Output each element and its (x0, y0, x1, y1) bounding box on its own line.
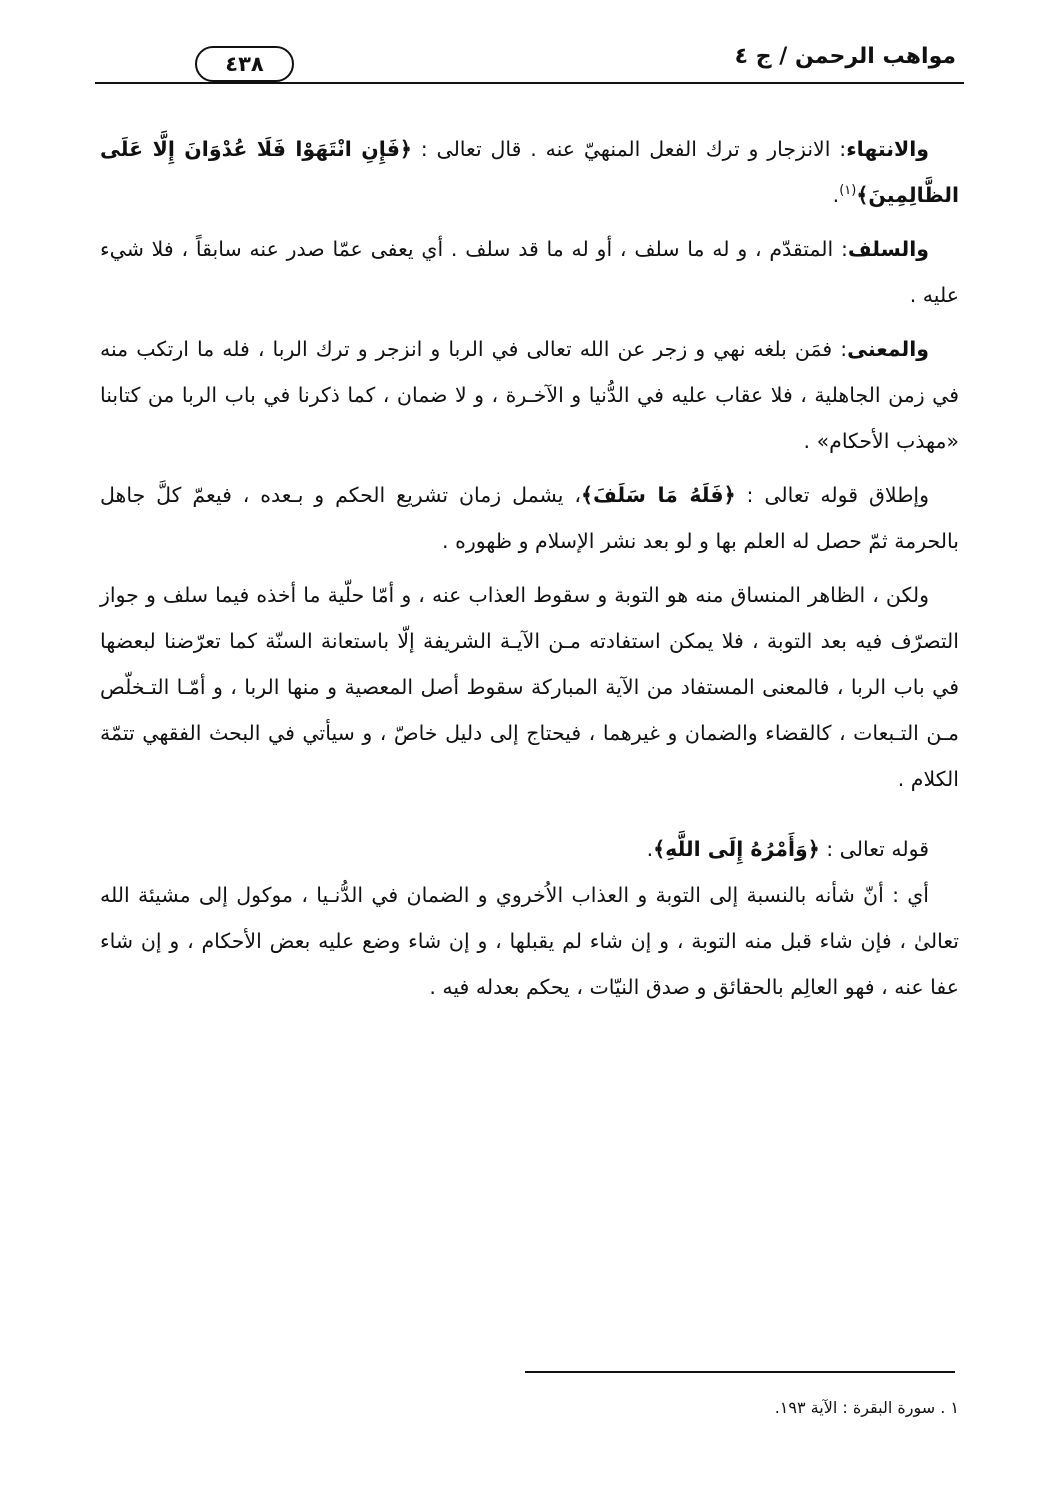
paragraph-text: ولكن ، الظاهر المنساق منه هو التوبة و سقوط العذاب عنه ، و أمّا حلّية ما أخذه فيما سلف و جواز التصرّف فيه بعد التوبة ، فلا يمكن استفادته مـن الآيـة الشريفة إلّا باستعانة السنّة كما تعرّضنا لبعضها في باب الربا ، فالمعنى المستفاد من الآية المباركة سقوط أصل المعصية و منها الربا ، و أمّـا التـخلّص مـن التـبعات ، كالقضاء والضمان و غيرهما ، فيحتاج إلى دليل خاصّ ، و سيأتي في البحث الفقهي تتمّة الكلام . (100, 583, 959, 791)
paragraph-however (100, 572, 959, 802)
paragraph-explanation (100, 872, 959, 1010)
quran-verse: ﴿وَأَمْرُهُ إِلَى اللَّهِ﴾ (653, 837, 820, 861)
header-divider (95, 82, 964, 84)
paragraph-salaf (100, 226, 959, 318)
footnotes (100, 1396, 959, 1420)
paragraph-text: . (646, 837, 654, 861)
main-text (100, 126, 959, 1010)
paragraph-text: قوله تعالى : (819, 837, 929, 861)
term-label: والانتهاء (846, 137, 929, 161)
running-title: مواهب الرحمن / ج ٤ (734, 44, 956, 69)
page-header (95, 38, 964, 88)
page-number: ٤٣٨ (195, 46, 294, 82)
paragraph-verse-heading (100, 826, 959, 872)
footnote: ١ . سورة البقرة : الآية ١٩٣. (774, 1398, 959, 1417)
paragraph-text: وإطلاق قوله تعالى : (735, 483, 929, 507)
term-label: والسلف (847, 237, 929, 261)
paragraph-text: : الانزجار و ترك الفعل المنهيّ عنه . قال تعالى : (411, 137, 847, 161)
paragraph-text: : فمَن بلغه نهي و زجر عن الله تعالى في الربا و انزجر و ترك الربا ، فله ما ارتكب منه في زمن الجاهلية ، فلا عقاب عليه في الدُّنيا و الآخـرة ، و لا ضمان ، كما ذكرنا في باب الربا من كتابنا «مهذب الأحكام» . (100, 337, 959, 453)
term-label: والمعنى (847, 337, 929, 361)
paragraph-text: أي : أنّ شأنه بالنسبة إلى التوبة و العذاب الاُخروي و الضمان في الدُّنـيا ، موكول إلى مشيئة الله تعالىٰ ، فإن شاء قبل منه التوبة ، و إن شاء لم يقبلها ، و إن شاء وضع عليه بعض الأحكام ، و إن شاء عفا عنه ، فهو العالِم بالحقائق و صدق النيّات ، يحكم بعدله فيه . (100, 883, 959, 999)
quran-verse: ﴿فَإِنِ انْتَهَوْا فَلَا عُدْوَانَ إِلَّا عَلَى الظَّالِمِينَ﴾ (100, 137, 959, 207)
paragraph-text: ، يشمل زمان تشريع الحكم و بـعده ، فيعمّ كلَّ جاهل بالحرمة ثمّ حصل له العلم بها و لو بعد نشر الإسلام و ظهوره . (100, 483, 959, 553)
quran-verse: ﴿فَلَهُ مَا سَلَفَ﴾ (580, 483, 736, 507)
paragraph-text: . (832, 183, 840, 207)
paragraph-meaning (100, 326, 959, 464)
paragraph-generality (100, 472, 959, 564)
footnote-divider (525, 1371, 955, 1373)
paragraph-intiha (100, 126, 959, 218)
footnote-reference: (١) (839, 183, 857, 199)
paragraph-text: : المتقدّم ، و له ما سلف ، أو له ما قد سلف . أي يعفى عمّا صدر عنه سابقاً ، فلا شيء عليه . (100, 237, 959, 307)
